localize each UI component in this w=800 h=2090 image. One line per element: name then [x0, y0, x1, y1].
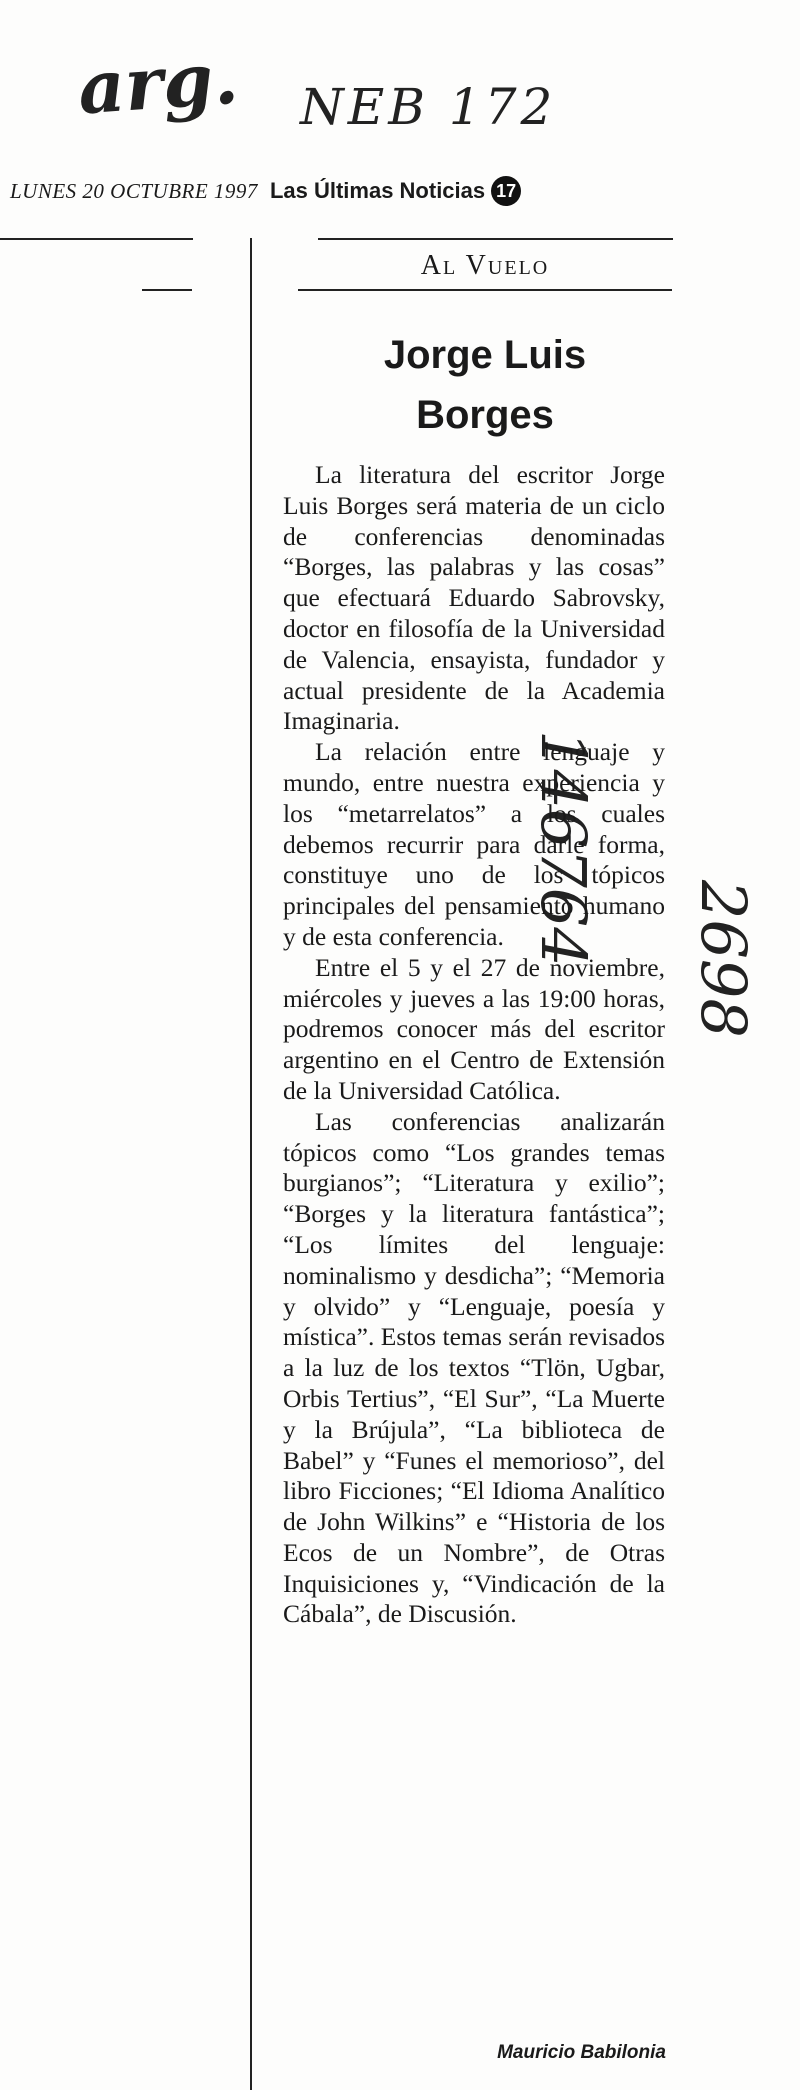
article-body	[283, 460, 665, 1630]
article-title-line-2: Borges	[416, 393, 554, 437]
article-paragraph-3: Entre el 5 y el 27 de noviembre, miércoles y jueves a las 19:00 horas, podremos conocer más del escritor argentino en el Centro de Extensión de la Universidad Católica.	[283, 952, 665, 1105]
section-title: Al Vuelo	[420, 250, 550, 281]
article-paragraph-2: La relación entre lenguaje y mundo, entre nuestra experiencia y los “metarrelatos” a los cuales debemos recurrir para darle forma, constituye uno de los tópicos principales del pensamiento humano y de esta conferencia.	[283, 737, 665, 951]
article-paragraph-1: La literatura del escritor Jorge Luis Borges será materia de un ciclo de conferencias denominadas “Borges, las palabras y las cosas” que efectuará Eduardo Sabrovsky, doctor en filosofía de la Universidad de Valencia, ensayista, fundador y actual presidente de la Academia Imaginaria.	[283, 460, 665, 736]
handwritten-code: NEB 172	[300, 78, 557, 136]
newspaper-header	[10, 176, 680, 206]
left-column-rule	[0, 238, 193, 240]
handwritten-margin-number-2: 2698	[687, 880, 760, 1038]
article-title	[298, 325, 672, 445]
dateline: LUNES 20 OCTUBRE 1997	[10, 178, 258, 203]
handwritten-margin-number-1: 146764	[527, 730, 600, 967]
left-column-short-rule	[142, 289, 192, 291]
author-byline: Mauricio Babilonia	[497, 2042, 666, 2063]
section-bottom-rule	[298, 289, 672, 291]
page-number-badge: 17	[491, 176, 521, 206]
article-paragraph-4: Las conferencias analizarán tópicos como “Los grandes temas burgianos”; “Literatura y exilio”; “Borges y la literatura fantástica”; “Los límites del lenguaje: nominalismo y desdicha”; “Memoria y olvido” y “Lenguaje, poesía y mística”. Estos temas serán revisados a la luz de los textos “Tlön, Ugbar, Orbis Tertius”, “El Sur”, “La Muerte y la Brújula”, “La biblioteca de Babel” y “Funes el memorioso”, del libro Ficciones; “El Idioma Analítico de John Wilkins” e “Historia de los Ecos de un Nombre”, de Otras Inquisiciones y, “Vindicación de la Cábala”, de Discusión.	[283, 1106, 665, 1629]
section-top-rule	[318, 238, 673, 240]
article-title-line-1: Jorge Luis	[383, 333, 587, 377]
newspaper-name: Las Últimas Noticias	[269, 178, 486, 203]
column-divider	[250, 238, 252, 2090]
handwritten-note-arg: arg.	[75, 34, 241, 131]
